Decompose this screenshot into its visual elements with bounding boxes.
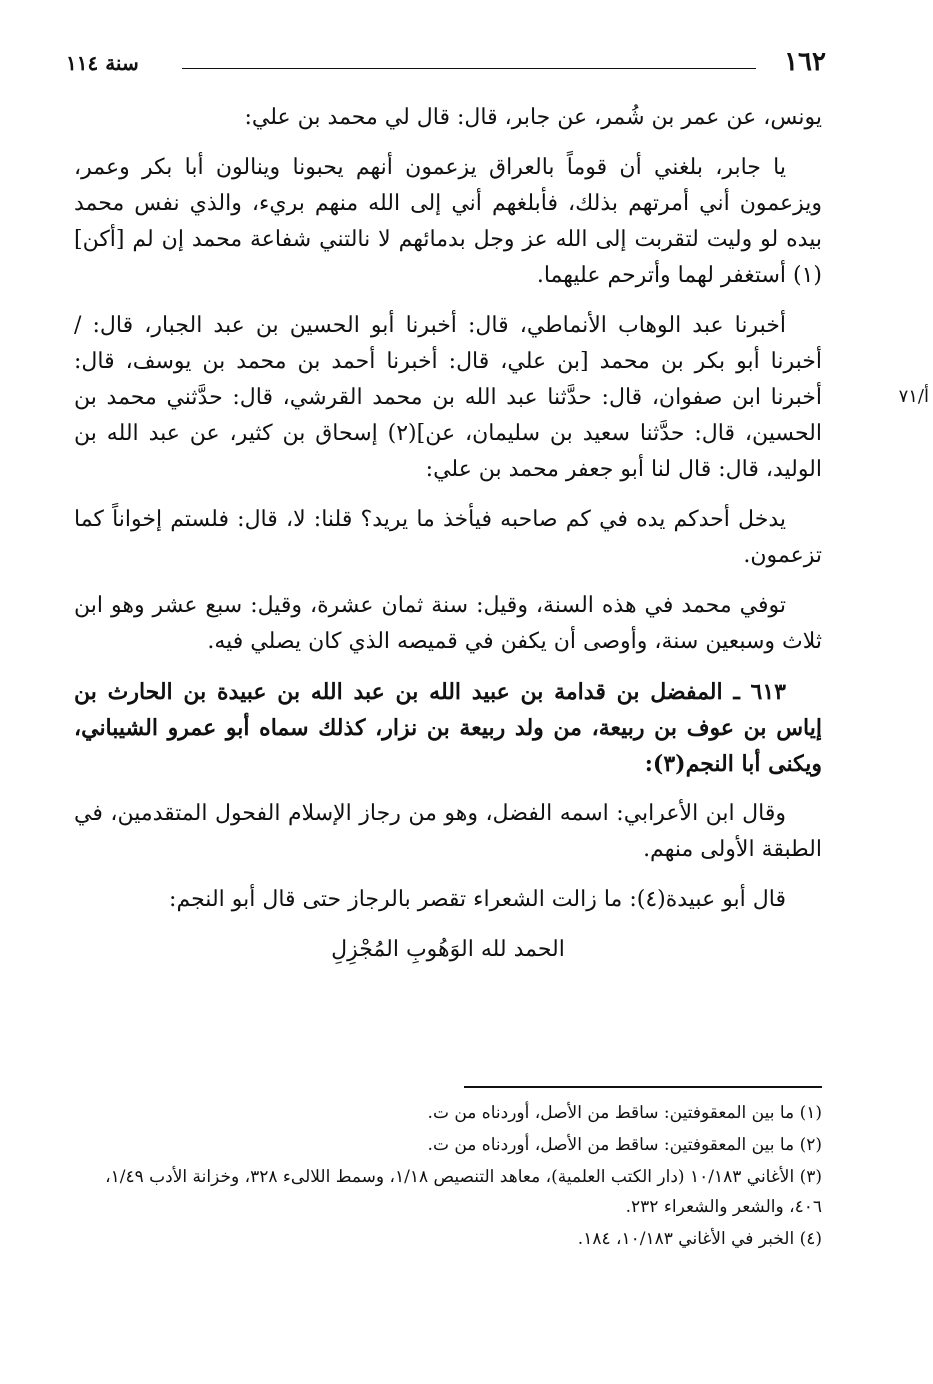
- footnote: (١) ما بين المعقوفتين: ساقط من الأصل، أوردناه من ت.: [427, 1103, 822, 1123]
- footnote: (٣) الأغاني ١٠/١٨٣ (دار الكتب العلمية)، معاهد التنصيص ١/١٨، وسمط اللالىء ٣٢٨، وخزانة الأدب ١/٤٩، ٤٠٦، والشعر والشعراء ٢٣٢.: [105, 1167, 822, 1217]
- year-label: سنة ١١٤: [66, 51, 139, 75]
- paragraph: يا جابر، بلغني أن قوماً بالعراق يزعمون أنهم يحبونا وينالون أبا بكر وعمر، ويزعمون أني أمرتهم بذلك، فأبلغهم أني إلى الله منهم بريء، والذي نفس محمد بيده لو وليت لتقربت إلى الله عز وجل بدمائهم لا نالتني شفاعة محمد إن لم [أكن](١) أستغفر لهما وأترحم عليهما.: [74, 155, 822, 288]
- manuscript-folio-mark: أ/٧١: [898, 386, 929, 407]
- paragraph: يدخل أحدكم يده في كم صاحبه فيأخذ ما يريد؟ قلنا: لا، قال: فلستم إخواناً كما تزعمون.: [74, 507, 822, 568]
- paragraph: وقال ابن الأعرابي: اسمه الفضل، وهو من رجاز الإسلام الفحول المتقدمين، في الطبقة الأولى منهم.: [74, 801, 822, 862]
- paragraph: توفي محمد في هذه السنة، وقيل: سنة ثمان عشرة، وقيل: سبع عشر وهو ابن ثلاث وسبعين سنة، وأوصى أن يكفن في قميصه الذي كان يصلي فيه.: [74, 593, 822, 654]
- main-text: [74, 100, 822, 982]
- paragraph: يونس، عن عمر بن شُمر، عن جابر، قال: قال لي محمد بن علي:: [244, 105, 822, 130]
- page-header: [66, 44, 826, 80]
- paragraph: قال أبو عبيدة(٤): ما زالت الشعراء تقصر بالرجاز حتى قال أبو النجم:: [169, 887, 786, 912]
- poem-verse: الحمد لله الوَهُوبِ المُجْزِلِ: [331, 937, 565, 962]
- footnotes: [90, 1098, 822, 1256]
- biography-heading: ٦١٣ ـ المفضل بن قدامة بن عبيد الله بن عبد الله بن عبيدة بن الحارث بن إياس بن عوف بن ربيعة، من ولد ربيعة بن نزار، كذلك سماه أبو عمرو الشيباني، ويكنى أبا النجم(٣):: [74, 679, 822, 777]
- footnote: (٤) الخبر في الأغاني ١٠/١٨٣، ١٨٤.: [577, 1229, 822, 1249]
- footnote-separator: [464, 1086, 822, 1088]
- footnote: (٢) ما بين المعقوفتين: ساقط من الأصل، أوردناه من ت.: [427, 1135, 822, 1155]
- page-number: ١٦٢: [784, 47, 826, 77]
- paragraph: أخبرنا عبد الوهاب الأنماطي، قال: أخبرنا أبو الحسين بن عبد الجبار، قال: / أخبرنا أبو بكر بن محمد [بن علي، قال: أخبرنا أحمد بن محمد بن يوسف، قال: أخبرنا ابن صفوان، قال: حدَّثنا عبد الله بن محمد القرشي، قال: حدَّثني محمد بن الحسين، قال: حدَّثنا سعيد بن سليمان، عن](٢) إسحاق بن كثير، عن عبد الله بن الوليد، قال: قال لنا أبو جعفر محمد بن علي:: [74, 313, 822, 482]
- header-rule: [182, 68, 756, 69]
